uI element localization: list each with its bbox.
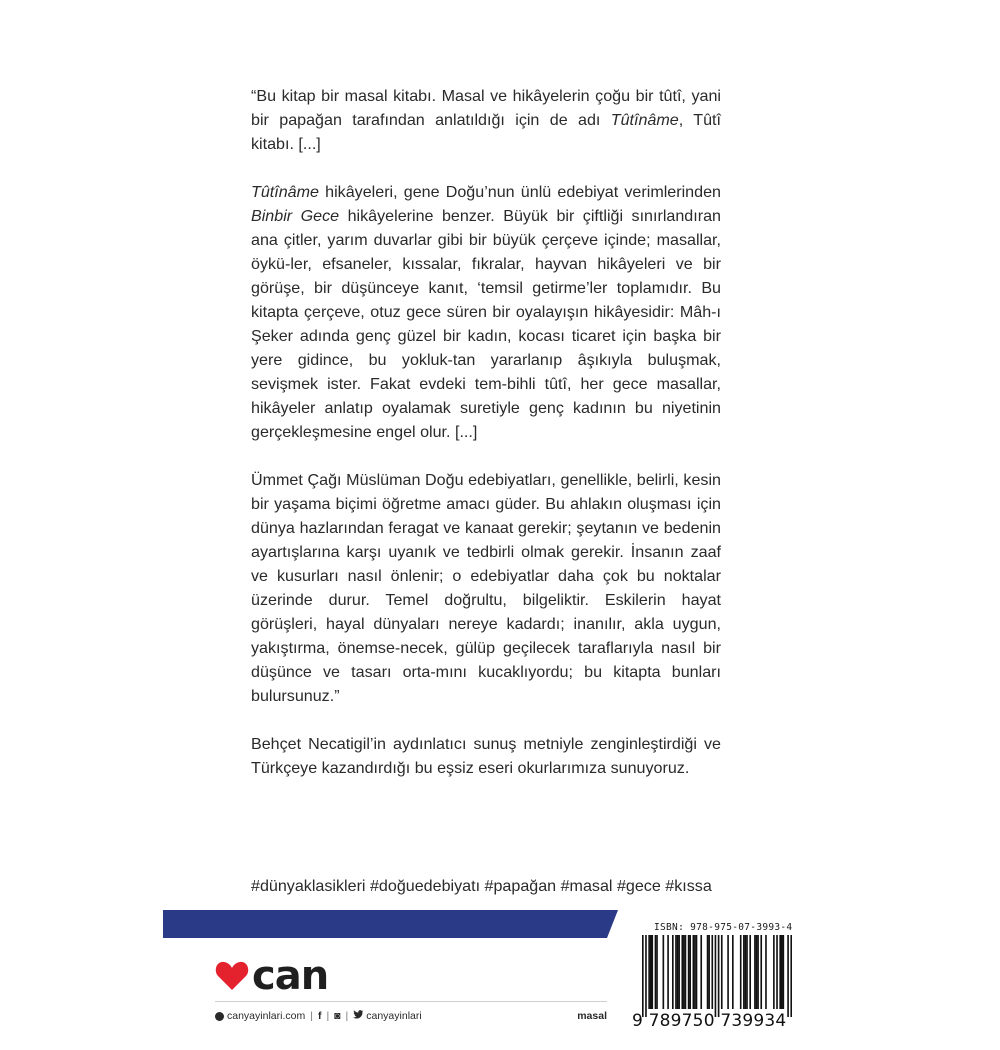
barcode-bar xyxy=(681,935,683,1009)
twitter-handle[interactable]: canyayinlari xyxy=(366,1010,422,1022)
paragraph-text: hikâyeleri, gene Doğu’nun ünlü edebiyat verimlerinden xyxy=(318,183,721,201)
barcode-bar xyxy=(708,935,710,1009)
paragraph-text: Behçet Necatigil’in aydınlatıcı sunuş metniyle zenginleştirdiği ve Türkçeye kazandırdığı bu eşsiz eseri okurlarımıza sunuyoruz. xyxy=(251,735,721,777)
genre-label: masal xyxy=(577,1010,607,1022)
globe-icon xyxy=(215,1012,224,1021)
barcode-bar xyxy=(715,935,717,1017)
barcode-bar xyxy=(650,935,652,1009)
publisher-color-band xyxy=(163,910,618,938)
website-link[interactable]: canyayinlari.com xyxy=(227,1010,306,1022)
barcode-bar xyxy=(711,935,713,1009)
barcode-bar xyxy=(732,935,734,1009)
barcode-bar xyxy=(707,935,709,1009)
barcode-bar xyxy=(688,935,690,1009)
separator: | xyxy=(310,1010,313,1022)
hashtags: #dünyaklasikleri #doğuedebiyatı #papağan #masal #gece #kıssa xyxy=(251,877,712,895)
barcode-bar xyxy=(689,935,691,1009)
heart-icon xyxy=(215,960,249,992)
barcode-bar xyxy=(727,935,729,1009)
barcode-bar xyxy=(783,935,785,1009)
publisher-logo xyxy=(215,953,329,999)
barcode-bar xyxy=(757,935,759,1009)
italic-title: Tûtînâme xyxy=(610,111,679,129)
barcode-bar xyxy=(740,935,742,1009)
barcode-bar xyxy=(765,935,767,1009)
blurb-paragraph-3 xyxy=(251,468,721,708)
barcode-bar xyxy=(694,935,696,1009)
isbn-label: ISBN: 978-975-07-3993-4 xyxy=(654,922,793,933)
blurb-paragraph-1 xyxy=(251,84,721,156)
barcode-bar xyxy=(683,935,685,1009)
barcode-bar xyxy=(756,935,758,1009)
barcode-bar xyxy=(746,935,748,1009)
barcode-bar xyxy=(656,935,658,1009)
blurb-paragraph-4 xyxy=(251,732,721,780)
barcode-bar xyxy=(749,935,751,1009)
barcode-bar xyxy=(776,935,778,1009)
barcode-bar xyxy=(754,935,756,1009)
barcode-bar xyxy=(787,935,789,1017)
barcode-bar xyxy=(645,935,647,1017)
barcode-bar xyxy=(779,935,781,1009)
paragraph-text: Ümmet Çağı Müslüman Doğu edebiyatları, genellikle, belirli, kesin bir yaşama biçimi öğretme amacı güder. Bu ahlakın oluşması için dünya hazlarından feragat ve kanaat gerekir; şeytanın ve bedenin ayartışlarına karşı uyanık ve tedbirli olmak gerekir. İnsanın zaaf ve kusurları nasıl önlenir; o edebiyatlar daha çok bu noktalar üzerinde durur. Temel doğrultu, bilgeliktir. Eskilerin hayat görüşleri, hayal dünyaları nereye kadardı; inanılır, akla uygun, yakıştırma, önemse-necek, gülüp geçilecek taraflarıyla nasıl bir düşünce ve tasarı orta-mını kucaklıyordu; bu kitapta bunları bulursunuz.” xyxy=(251,471,721,705)
barcode-bar xyxy=(677,935,679,1009)
barcode-bar xyxy=(718,935,720,1017)
barcode-bar xyxy=(721,935,723,1009)
instagram-icon[interactable]: ◙ xyxy=(334,1010,341,1022)
twitter-icon[interactable] xyxy=(353,1010,363,1022)
barcode-bar xyxy=(693,935,695,1009)
barcode-bar xyxy=(651,935,653,1009)
barcode-bar xyxy=(685,935,687,1009)
barcode-bar xyxy=(745,935,747,1009)
barcode-bar xyxy=(760,935,762,1009)
blurb-text xyxy=(251,84,721,804)
barcode-bar xyxy=(678,935,680,1009)
barcode xyxy=(642,935,792,1019)
barcode-bar xyxy=(781,935,783,1009)
italic-title: Binbir Gece xyxy=(251,207,340,225)
barcode-digits: 9 789750 739934 xyxy=(632,1011,787,1031)
barcode-bar xyxy=(648,935,650,1009)
barcode-bar xyxy=(655,935,657,1009)
publisher-footer xyxy=(215,1010,607,1022)
logo-text: can xyxy=(252,953,329,999)
barcode-bar xyxy=(667,935,669,1009)
separator: | xyxy=(326,1010,330,1022)
facebook-icon[interactable]: f xyxy=(317,1010,322,1022)
footer-divider xyxy=(215,1001,607,1002)
barcode-bar xyxy=(700,935,702,1009)
italic-title: Tûtînâme xyxy=(251,183,319,201)
blurb-paragraph-2 xyxy=(251,180,721,444)
barcode-bar xyxy=(743,935,745,1009)
barcode-bar xyxy=(790,935,792,1017)
barcode-bar xyxy=(672,935,674,1009)
paragraph-text: , Tûtî kitabı. [...] xyxy=(251,111,721,153)
paragraph-text: hikâyelerine benzer. Büyük bir çiftliği sınırlandıran ana çitler, yarım duvarlar gibi bir büyük çerçeve içinde; masallar, öykü-ler, efsaneler, kıssalar, fıkralar, hayvan hikâyeleri ve bir görüşe, bir düşünceye kanıt, ‘temsil getirme’ler toplamıdır. Bu kitapta çerçeve, otuz gece süren bir oyalayışın hikâyesidir: Mâh-ı Şeker adında genç güzel bir kadın, kocası ticaret için başka bir yere gidince, bu yokluk-tan yararlanıp âşıkıyla buluşmak, sevişmek ister. Fakat evdeki tem-bihli tûtî, her gece masallar, hikâyeler anlatıp oyalamak suretiyle genç kadının bu niyetinin gerçekleşmesine engel olur. [...] xyxy=(251,207,721,441)
separator: | xyxy=(345,1010,349,1022)
paragraph-text: “Bu kitap bir masal kitabı. Masal ve hikâyelerin çoğu bir tûtî, yani bir papağan tarafından anlatıldığı için de adı xyxy=(251,87,721,129)
barcode-bar xyxy=(696,935,698,1009)
barcode-bar xyxy=(642,935,644,1017)
barcode-bar xyxy=(675,935,677,1009)
barcode-bar xyxy=(773,935,775,1009)
barcode-bar xyxy=(663,935,665,1009)
